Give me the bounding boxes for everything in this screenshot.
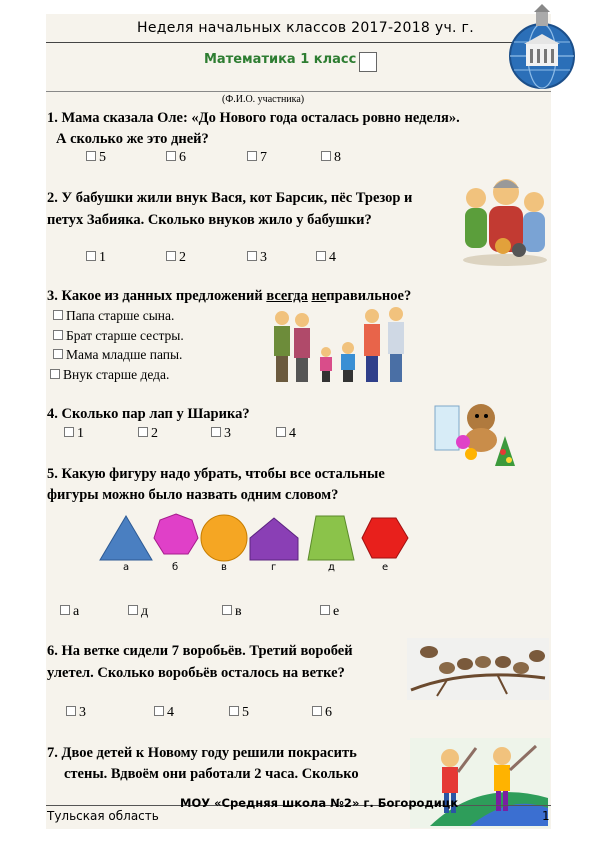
shape-label-a: а — [123, 562, 130, 573]
page-number: 1 — [542, 809, 550, 823]
checkbox[interactable] — [312, 706, 322, 716]
shape-triangle — [100, 516, 152, 560]
question-1-text-2: А сколько же это дней? — [56, 131, 209, 147]
q6-option-c[interactable]: 5 — [229, 705, 249, 721]
dog-illustration — [433, 396, 517, 470]
checkbox[interactable] — [60, 605, 70, 615]
question-6-text: 6. На ветке сидели 7 воробьёв. Третий воробей — [47, 643, 353, 659]
footer-school: МОУ «Средняя школа №2» г. Богородицк — [180, 796, 459, 810]
shapes-row — [98, 512, 418, 574]
checkbox[interactable] — [138, 427, 148, 437]
checkbox[interactable] — [320, 605, 330, 615]
fio-line[interactable] — [46, 91, 551, 92]
q6-option-b[interactable]: 4 — [154, 705, 174, 721]
question-7-text: 7. Двое детей к Новому году решили покрасить — [47, 745, 357, 761]
q3-option-d[interactable]: Внук старше деда. — [50, 367, 169, 383]
shape-heptagon — [154, 514, 198, 554]
checkbox[interactable] — [222, 605, 232, 615]
checkbox[interactable] — [247, 151, 257, 161]
q2-option-d[interactable]: 4 — [316, 250, 336, 266]
q1-option-c[interactable]: 7 — [247, 150, 267, 166]
q4-option-d[interactable]: 4 — [276, 426, 296, 442]
q1-option-b[interactable]: 6 — [166, 150, 186, 166]
fio-label: (Ф.И.О. участника) — [222, 94, 305, 105]
checkbox[interactable] — [247, 251, 257, 261]
header-divider — [46, 42, 551, 43]
checkbox[interactable] — [166, 151, 176, 161]
q1-option-a[interactable]: 5 — [86, 150, 106, 166]
q6-option-d[interactable]: 6 — [312, 705, 332, 721]
shape-pentagon — [250, 518, 298, 560]
checkbox[interactable] — [50, 369, 60, 379]
q5-option-d[interactable]: е — [320, 604, 339, 620]
question-1-text: 1. Мама сказала Оле: «До Нового года осталась ровно неделя». — [47, 110, 460, 126]
q3-option-a[interactable]: Папа старше сына. — [53, 308, 174, 324]
shape-circle — [201, 515, 247, 561]
q5-option-a[interactable]: а — [60, 604, 79, 620]
q4-option-a[interactable]: 1 — [64, 426, 84, 442]
checkbox[interactable] — [86, 251, 96, 261]
shape-label-d: д — [328, 562, 335, 573]
header-title: Неделя начальных классов 2017-2018 уч. г. — [137, 20, 474, 36]
question-5-text-2: фигуры можно было назвать одним словом? — [47, 487, 339, 503]
checkbox[interactable] — [316, 251, 326, 261]
q3-option-c[interactable]: Мама младше папы. — [53, 347, 182, 363]
shape-label-v: в — [221, 562, 227, 573]
checkbox[interactable] — [66, 706, 76, 716]
checkbox[interactable] — [53, 349, 63, 359]
question-3-text: 3. Какое из данных предложений всегда неправильное? — [47, 288, 412, 304]
q5-option-b[interactable]: д — [128, 604, 148, 620]
checkbox[interactable] — [53, 310, 63, 320]
checkbox[interactable] — [211, 427, 221, 437]
q2-option-a[interactable]: 1 — [86, 250, 106, 266]
checkbox[interactable] — [229, 706, 239, 716]
q4-option-c[interactable]: 3 — [211, 426, 231, 442]
q5-option-c[interactable]: в — [222, 604, 242, 620]
subject-title: Математика 1 класс — [204, 52, 357, 67]
question-2-text: 2. У бабушки жили внук Вася, кот Барсик, пёс Трезор и — [47, 190, 413, 206]
checkbox[interactable] — [154, 706, 164, 716]
question-6-text-2: улетел. Сколько воробьёв осталось на ветке? — [47, 665, 345, 681]
question-5-text: 5. Какую фигуру надо убрать, чтобы все остальные — [47, 466, 385, 482]
checkbox[interactable] — [128, 605, 138, 615]
checkbox[interactable] — [321, 151, 331, 161]
class-number-box[interactable] — [359, 52, 377, 72]
school-logo — [506, 4, 578, 90]
shape-trapezoid — [308, 516, 354, 560]
checkbox[interactable] — [53, 330, 63, 340]
q1-option-d[interactable]: 8 — [321, 150, 341, 166]
sparrows-illustration — [407, 638, 549, 700]
q3-option-b[interactable]: Брат старше сестры. — [53, 328, 184, 344]
q2-option-c[interactable]: 3 — [247, 250, 267, 266]
q4-option-b[interactable]: 2 — [138, 426, 158, 442]
shape-label-b: б — [172, 562, 179, 573]
family-illustration — [268, 306, 416, 386]
checkbox[interactable] — [166, 251, 176, 261]
shape-hexagon — [362, 518, 408, 558]
grandma-family-illustration — [459, 168, 551, 268]
checkbox[interactable] — [276, 427, 286, 437]
checkbox[interactable] — [86, 151, 96, 161]
question-4-text: 4. Сколько пар лап у Шарика? — [47, 406, 250, 422]
q2-option-b[interactable]: 2 — [166, 250, 186, 266]
painting-kids-illustration — [410, 738, 550, 828]
question-7-text-2: стены. Вдвоём они работали 2 часа. Сколько — [64, 766, 359, 782]
checkbox[interactable] — [64, 427, 74, 437]
q6-option-a[interactable]: 3 — [66, 705, 86, 721]
shape-label-g: г — [271, 562, 277, 573]
footer-region: Тульская область — [47, 809, 159, 823]
shape-label-e: е — [382, 562, 389, 573]
question-2-text-2: петух Забияка. Сколько внуков жило у бабушки? — [47, 212, 372, 228]
